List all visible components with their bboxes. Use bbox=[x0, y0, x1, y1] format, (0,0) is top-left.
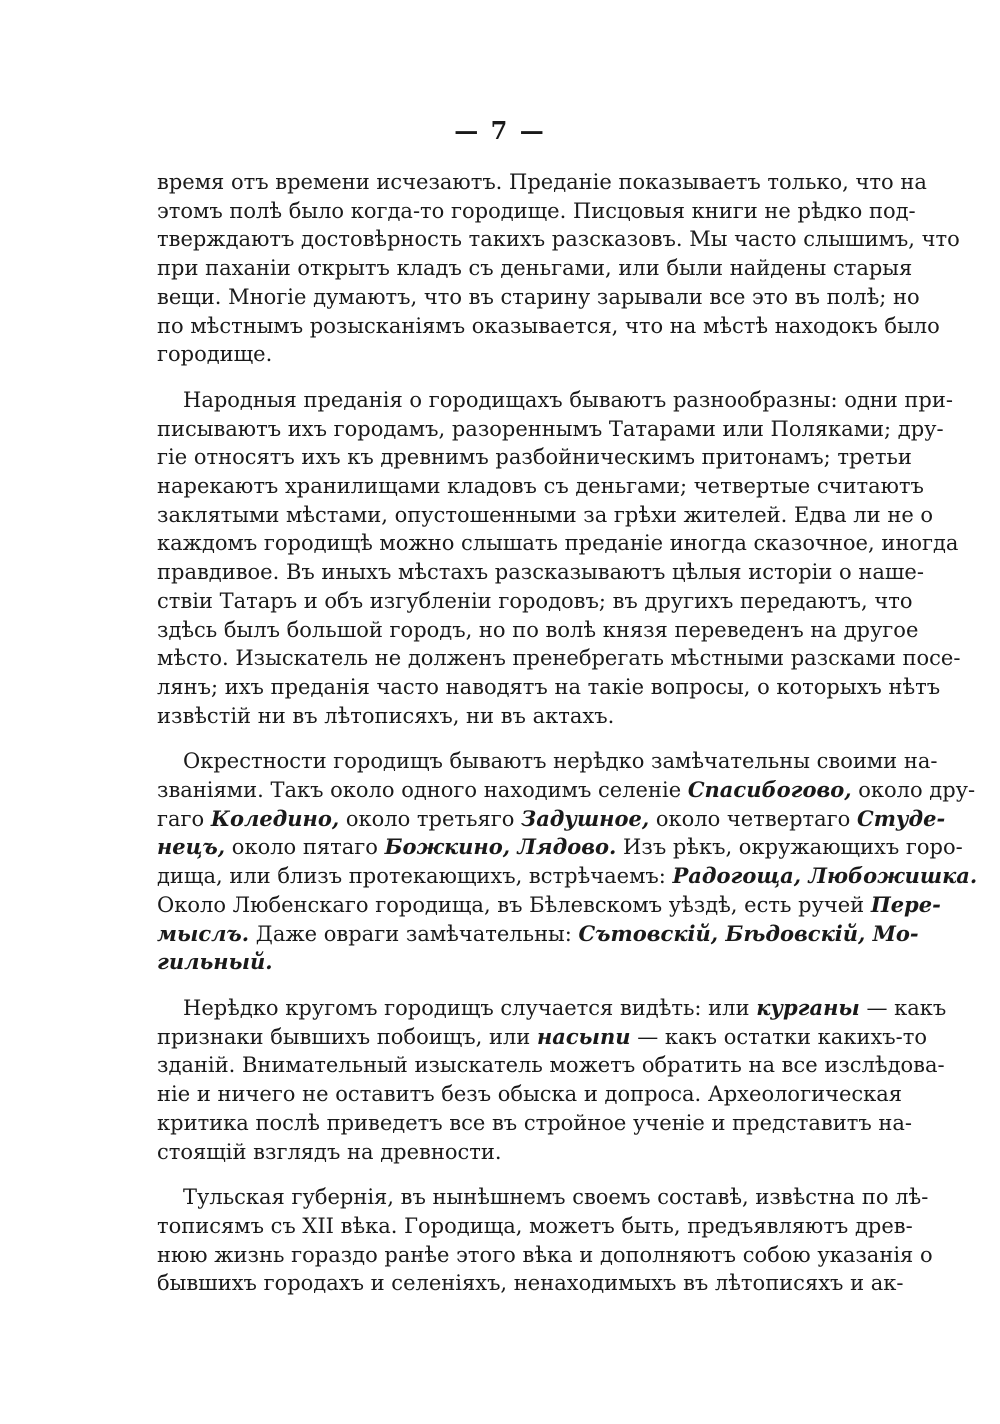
text-run: дища, или близъ протекающихъ, встрѣчаемъ: bbox=[157, 864, 673, 889]
text-line bbox=[157, 644, 961, 673]
italic-term: насыпи bbox=[536, 1023, 631, 1049]
italic-term: Спасибогово, bbox=[687, 777, 852, 803]
text-line bbox=[157, 862, 978, 891]
text-run: гіе относятъ ихъ къ древнимъ разбойническимъ притонамъ; третьи bbox=[157, 445, 912, 470]
text-line bbox=[157, 529, 959, 558]
text-line bbox=[157, 312, 940, 341]
text-line bbox=[157, 920, 919, 949]
text-line bbox=[157, 1023, 928, 1052]
text-run: писываютъ ихъ городамъ, разореннымъ Татарами или Поляками; дру- bbox=[157, 416, 944, 441]
italic-term: Задушное, bbox=[521, 805, 650, 831]
paragraph bbox=[157, 747, 978, 977]
text-line bbox=[157, 891, 941, 920]
text-run: Около Любенскаго городища, въ Бѣлевскомъ уѣздѣ, есть ручей bbox=[157, 892, 871, 917]
italic-term: Студе- bbox=[857, 805, 946, 831]
text-line bbox=[157, 415, 944, 444]
text-line bbox=[157, 340, 885, 369]
page-number: — 7 — bbox=[454, 116, 546, 145]
text-line bbox=[157, 1212, 913, 1241]
text-run: — какъ остатки какихъ-то bbox=[630, 1024, 928, 1049]
text-run: каждомъ городищѣ можно слышать преданіе иногда сказочное, иногда bbox=[157, 531, 959, 556]
text-run: стоящій взглядъ на древности. bbox=[157, 1139, 502, 1164]
text-line bbox=[157, 776, 976, 805]
text-line bbox=[157, 1080, 903, 1109]
text-run: Изъ рѣкъ, окружающихъ горо- bbox=[616, 835, 963, 860]
text-run: при паханіи открытъ кладъ съ деньгами, или были найдены старыя bbox=[157, 256, 913, 281]
paragraph bbox=[157, 994, 947, 1166]
text-line bbox=[157, 702, 885, 731]
text-run: признаки бывшихъ побоищъ, или bbox=[157, 1024, 537, 1049]
text-line bbox=[157, 616, 919, 645]
paragraph bbox=[157, 168, 960, 369]
italic-term: Божкино, Лядово. bbox=[384, 834, 617, 860]
text-line bbox=[157, 197, 916, 226]
text-run: бывшихъ городахъ и селеніяхъ, ненаходимыхъ въ лѣтописяхъ и ак- bbox=[157, 1271, 904, 1296]
text-line bbox=[157, 443, 912, 472]
text-run: званіями. Такъ около одного находимъ селеніе bbox=[157, 778, 688, 803]
text-line bbox=[157, 283, 920, 312]
text-line bbox=[157, 1109, 912, 1138]
text-line bbox=[157, 1138, 885, 1167]
text-run: этомъ полѣ было когда-то городище. Писцовыя книги не рѣдко под- bbox=[157, 198, 916, 223]
text-line bbox=[157, 994, 947, 1023]
body-text bbox=[157, 168, 978, 1315]
text-run: ствіи Татаръ и объ изгубленіи городовъ; въ другихъ передаютъ, что bbox=[157, 588, 913, 613]
text-run: около дру- bbox=[851, 778, 976, 803]
italic-term: гильный. bbox=[157, 949, 273, 975]
text-run: около третьяго bbox=[339, 806, 522, 831]
text-line bbox=[157, 1269, 904, 1298]
text-run: — какъ bbox=[859, 995, 947, 1020]
text-run: тописямъ съ XII вѣка. Городища, можетъ быть, предъявляютъ древ- bbox=[157, 1213, 913, 1238]
text-line bbox=[157, 833, 963, 862]
text-run: правдивое. Въ иныхъ мѣстахъ разсказываютъ цѣлыя исторіи о наше- bbox=[157, 560, 924, 585]
text-run: нюю жизнь гораздо ранѣе этого вѣка и дополняютъ собою указанія о bbox=[157, 1242, 933, 1267]
text-run: вещи. Многіе думаютъ, что въ старину зарывали все это въ полѣ; но bbox=[157, 284, 920, 309]
text-run: нарекаютъ хранилищами кладовъ съ деньгами; четвертые считаютъ bbox=[157, 474, 924, 499]
text-line bbox=[157, 1051, 945, 1080]
text-run: Тульская губернія, въ нынѣшнемъ своемъ составѣ, извѣстна по лѣ- bbox=[183, 1185, 929, 1210]
text-run: извѣстій ни въ лѣтописяхъ, ни въ актахъ. bbox=[157, 703, 615, 728]
text-run: время отъ времени исчезаютъ. Преданіе показываетъ только, что на bbox=[157, 170, 927, 194]
text-line bbox=[157, 472, 924, 501]
italic-term: Сътовскій, Бѣдовскій, Мо- bbox=[578, 920, 919, 946]
text-line bbox=[157, 254, 913, 283]
text-run: критика послѣ приведетъ все въ стройное ученіе и представитъ на- bbox=[157, 1110, 912, 1135]
italic-term: Радогоща, Любожишка. bbox=[672, 863, 978, 889]
italic-term: курганы bbox=[756, 994, 860, 1020]
text-line bbox=[157, 948, 885, 977]
text-run: ніе и ничего не оставитъ безъ обыска и допроса. Археологическая bbox=[157, 1082, 903, 1107]
italic-term: Коледино, bbox=[210, 805, 340, 831]
text-run: Даже овраги замѣчательны: bbox=[249, 921, 579, 946]
text-run: здѣсь былъ большой городъ, но по волѣ князя переведенъ на другое bbox=[157, 617, 919, 642]
italic-term: нецъ, bbox=[157, 834, 226, 860]
text-line bbox=[157, 168, 927, 197]
italic-term: Пере- bbox=[870, 891, 941, 917]
text-line bbox=[157, 747, 938, 776]
text-run: лянъ; ихъ преданія часто наводятъ на такіе вопросы, о которыхъ нѣтъ bbox=[157, 674, 941, 699]
text-run: Окрестности городищъ бываютъ нерѣдко замѣчательны своими на- bbox=[183, 749, 938, 774]
text-run: по мѣстнымъ розысканіямъ оказывается, что на мѣстѣ находокъ было bbox=[157, 313, 940, 338]
text-run: зданій. Внимательный изыскатель можетъ обратить на все изслѣдова- bbox=[157, 1053, 945, 1078]
text-line bbox=[157, 386, 953, 415]
text-line bbox=[157, 501, 934, 530]
text-run: городище. bbox=[157, 342, 273, 367]
text-line bbox=[157, 805, 946, 834]
text-line bbox=[157, 673, 941, 702]
italic-term: мыслъ. bbox=[157, 920, 250, 946]
text-run: около пятаго bbox=[225, 835, 385, 860]
text-run: гаго bbox=[157, 806, 211, 831]
text-line bbox=[157, 1241, 933, 1270]
text-run: тверждаютъ достовѣрность такихъ разсказовъ. Мы часто слышимъ, что bbox=[157, 227, 960, 252]
text-line bbox=[157, 225, 960, 254]
text-run: около четвертаго bbox=[649, 806, 857, 831]
paragraph bbox=[157, 1183, 933, 1298]
text-line bbox=[157, 587, 913, 616]
text-run: Нерѣдко кругомъ городищъ случается видѣть: или bbox=[183, 995, 757, 1020]
paragraph bbox=[157, 386, 961, 730]
text-run: заклятыми мѣстами, опустошенными за грѣхи жителей. Едва ли не о bbox=[157, 502, 934, 527]
text-run: мѣсто. Изыскатель не долженъ пренебрегать мѣстными разсками посе- bbox=[157, 646, 961, 671]
text-line bbox=[157, 1183, 929, 1212]
text-run: Народныя преданія о городищахъ бываютъ разнообразны: одни при- bbox=[183, 387, 953, 412]
text-line bbox=[157, 558, 924, 587]
